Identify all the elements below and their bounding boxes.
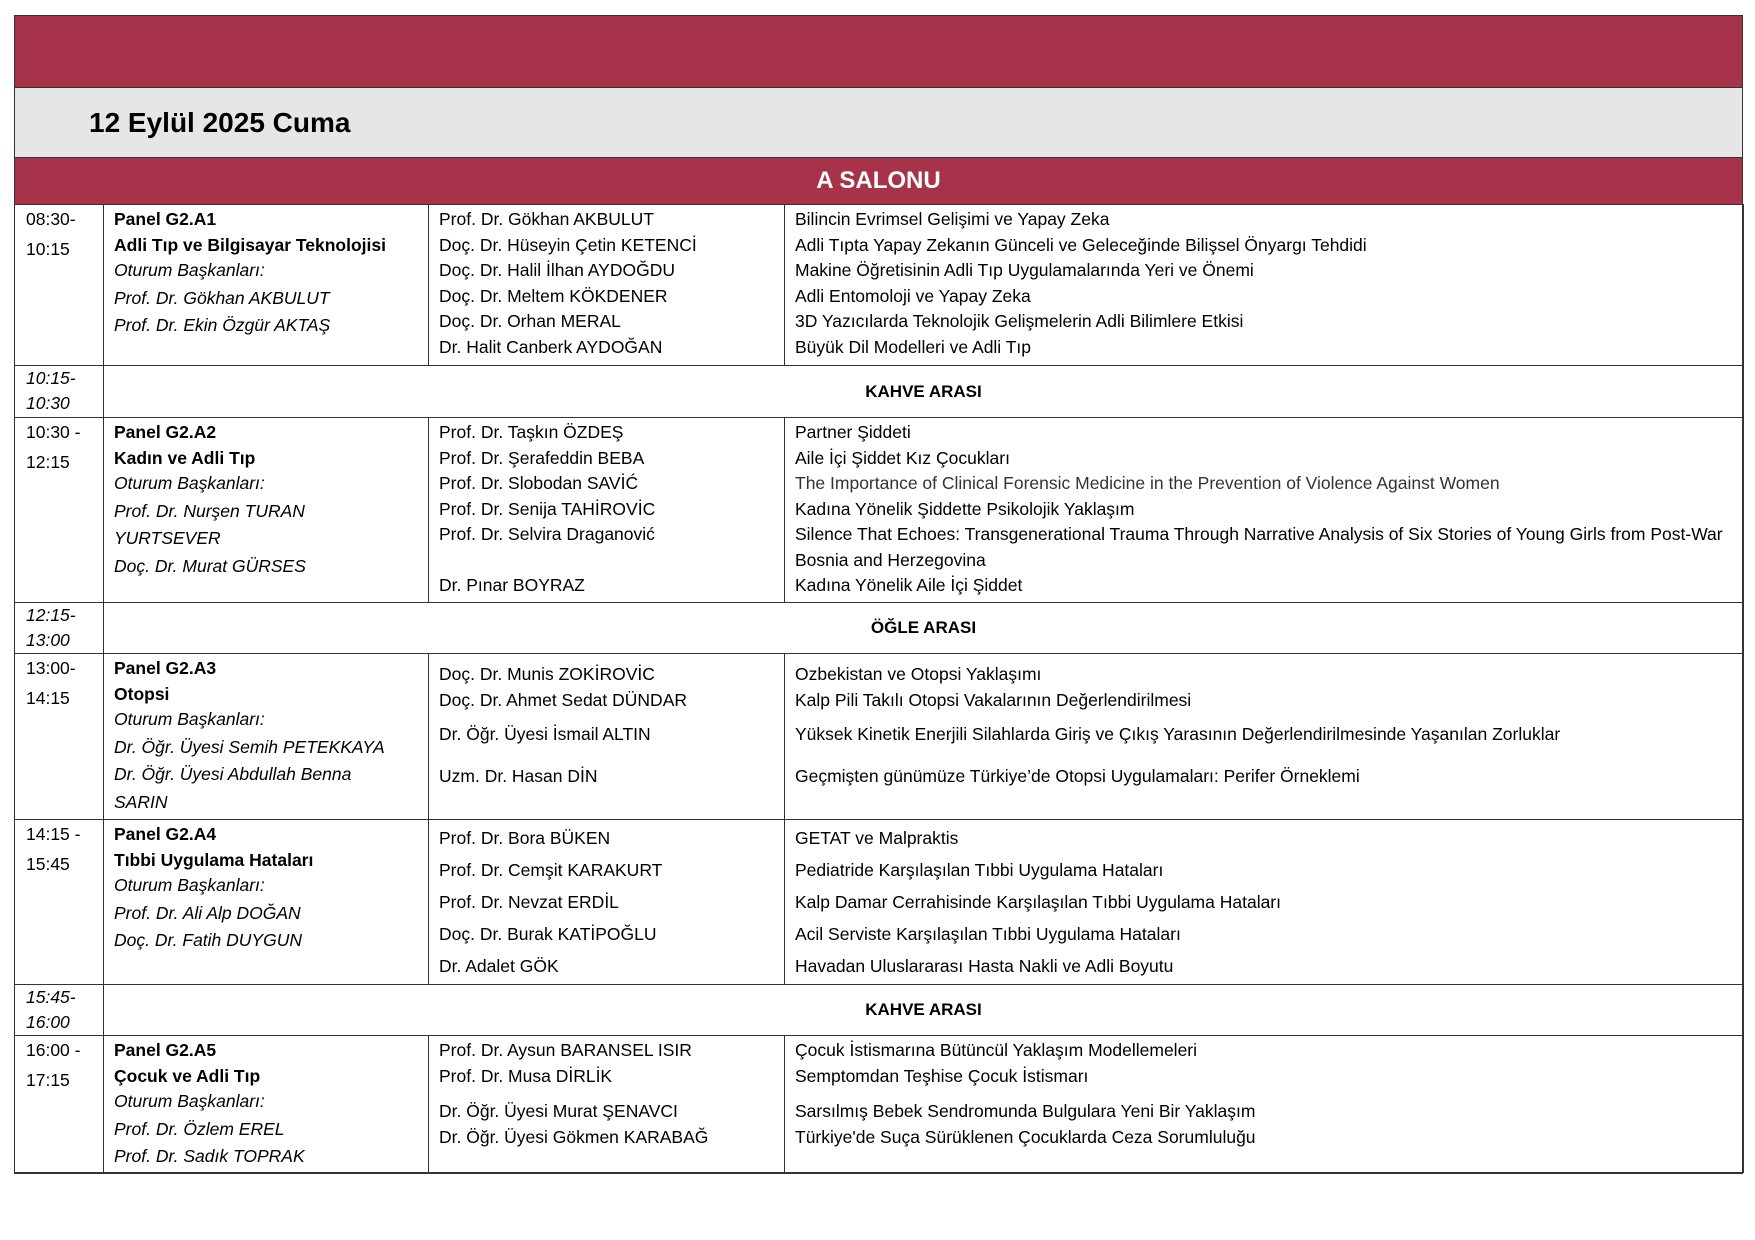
panel-info — [104, 654, 429, 820]
speaker: Dr. Halit Canberk AYDOĞAN — [439, 336, 663, 357]
talk-title: Türkiye'de Suça Sürüklenen Çocuklarda Ceza Sorumluluğu — [795, 1126, 1256, 1147]
talks-cell — [785, 1036, 1744, 1173]
panel-title: Otopsi — [114, 683, 170, 704]
talks-cell — [785, 205, 1744, 366]
speaker: Doç. Dr. Halil İlhan AYDOĞDU — [439, 260, 675, 280]
break-time: 15:45- 16:00 — [15, 985, 104, 1036]
chair: Doç. Dr. Fatih DUYGUN — [114, 930, 302, 950]
talks-cell — [785, 820, 1744, 985]
chair: Prof. Dr. Sadık TOPRAK — [114, 1146, 305, 1166]
chairs-label: Oturum Başkanları: — [114, 473, 265, 493]
talk-title: 3D Yazıcılarda Teknolojik Gelişmelerin Adli Bilimlere Etkisi — [795, 311, 1244, 331]
speakers-cell — [429, 1036, 785, 1173]
speaker: Dr. Öğr. Üyesi Gökmen KARABAĞ — [439, 1126, 709, 1147]
speaker: Dr. Adalet GÖK — [439, 956, 559, 976]
speaker: Prof. Dr. Nevzat ERDİL — [439, 892, 619, 912]
speaker: Prof. Dr. Bora BÜKEN — [439, 828, 611, 848]
talk-title: The Importance of Clinical Forensic Medicine in the Prevention of Violence Against Women — [795, 473, 1500, 493]
talk-title: Partner Şiddeti — [795, 422, 911, 442]
chair: Prof. Dr. Nurşen TURAN — [114, 500, 305, 521]
talk-title: Kalp Damar Cerrahisinde Karşılaşılan Tıbbi Uygulama Hataları — [795, 892, 1282, 912]
speaker: Prof. Dr. Gökhan AKBULUT — [439, 209, 654, 229]
speaker: Doç. Dr. Hüseyin Çetin KETENCİ — [439, 234, 697, 255]
chairs-label: Oturum Başkanları: — [114, 875, 265, 895]
panel-title: Çocuk ve Adli Tıp — [114, 1065, 261, 1086]
chair: Prof. Dr. Özlem EREL — [114, 1118, 285, 1139]
talk-title: Büyük Dil Modelleri ve Adli Tıp — [795, 336, 1032, 357]
date-band — [15, 88, 1742, 158]
talk-title: Yüksek Kinetik Enerjili Silahlarda Giriş ve Çıkış Yarasının Değerlendirilmesinde Yaşanılan Zorluklar — [795, 724, 1561, 744]
break-time: 10:15- 10:30 — [15, 366, 104, 418]
session-row — [15, 654, 1744, 820]
panel-id: Panel G2.A1 — [114, 209, 217, 229]
speaker: Doç. Dr. Orhan MERAL — [439, 311, 621, 331]
talk-title: Semptomdan Teşhise Çocuk İstismarı — [795, 1065, 1089, 1086]
panel-info — [104, 418, 429, 603]
speakers-cell — [429, 418, 785, 603]
speakers-cell — [429, 654, 785, 820]
talk-title: Kadına Yönelik Şiddette Psikolojik Yaklaşım — [795, 498, 1135, 519]
talks-cell — [785, 654, 1744, 820]
session-time: 10:30 - 12:15 — [15, 418, 104, 603]
session-time: 14:15 - 15:45 — [15, 820, 104, 985]
chair: YURTSEVER — [114, 528, 221, 548]
header-band — [15, 16, 1742, 88]
speaker: Doç. Dr. Ahmet Sedat DÜNDAR — [439, 689, 687, 710]
panel-id: Panel G2.A4 — [114, 824, 217, 844]
panel-id: Panel G2.A3 — [114, 658, 217, 678]
session-time: 08:30- 10:15 — [15, 205, 104, 366]
page-title: 12 Eylül 2025 Cuma — [89, 106, 351, 138]
talks-cell — [785, 418, 1744, 603]
talk-title: Makine Öğretisinin Adli Tıp Uygulamalarında Yeri ve Önemi — [795, 260, 1254, 280]
talk-title: Kalp Pili Takılı Otopsi Vakalarının Değerlendirilmesi — [795, 689, 1192, 710]
panel-title: Adli Tıp ve Bilgisayar Teknolojisi — [114, 234, 386, 255]
talk-title: Adli Tıpta Yapay Zekanın Günceli ve Geleceğinde Bilişsel Önyargı Tehdidi — [795, 234, 1367, 255]
chairs-label: Oturum Başkanları: — [114, 709, 265, 729]
panel-id: Panel G2.A5 — [114, 1040, 217, 1060]
panel-id: Panel G2.A2 — [114, 422, 217, 442]
talk-title: Aile İçi Şiddet Kız Çocukları — [795, 447, 1010, 468]
chair: Dr. Öğr. Üyesi Abdullah Benna — [114, 764, 352, 784]
talk-title: Çocuk İstismarına Bütüncül Yaklaşım Modellemeleri — [795, 1040, 1198, 1060]
chairs-label: Oturum Başkanları: — [114, 1091, 265, 1111]
speaker: Dr. Öğr. Üyesi Murat ŞENAVCI — [439, 1101, 678, 1121]
speaker: Prof. Dr. Musa DİRLİK — [439, 1065, 613, 1086]
salon-title: A SALONU — [816, 167, 941, 194]
break-row — [15, 603, 1744, 654]
panel-info — [104, 1036, 429, 1173]
session-row — [15, 418, 1744, 603]
panel-title: Kadın ve Adli Tıp — [114, 447, 256, 468]
talk-title: Kadına Yönelik Aile İçi Şiddet — [795, 575, 1023, 595]
chair: Dr. Öğr. Üyesi Semih PETEKKAYA — [114, 736, 385, 757]
talk-title: Ozbekistan ve Otopsi Yaklaşımı — [795, 664, 1042, 684]
talk-title: Acil Serviste Karşılaşılan Tıbbi Uygulama Hataları — [795, 924, 1181, 944]
break-label: ÖĞLE ARASI — [104, 603, 1744, 654]
salon-band — [15, 158, 1742, 204]
session-time: 16:00 - 17:15 — [15, 1036, 104, 1173]
talk-title: Adli Entomoloji ve Yapay Zeka — [795, 285, 1031, 306]
talk-title: Pediatride Karşılaşılan Tıbbi Uygulama Hataları — [795, 860, 1164, 880]
chair: Doç. Dr. Murat GÜRSES — [114, 555, 306, 576]
talk-title: Geçmişten günümüze Türkiye’de Otopsi Uygulamaları: Perifer Örneklemi — [795, 766, 1360, 786]
panel-title: Tıbbi Uygulama Hataları — [114, 849, 314, 870]
break-label: KAHVE ARASI — [104, 366, 1744, 418]
speakers-cell — [429, 205, 785, 366]
speaker: Doç. Dr. Meltem KÖKDENER — [439, 285, 668, 306]
session-row — [15, 1036, 1744, 1173]
chair: Prof. Dr. Ali Alp DOĞAN — [114, 902, 301, 923]
talk-title: Bilincin Evrimsel Gelişimi ve Yapay Zeka — [795, 209, 1110, 229]
speakers-cell — [429, 820, 785, 985]
chair: Prof. Dr. Gökhan AKBULUT — [114, 287, 330, 308]
talk-title: Sarsılmış Bebek Sendromunda Bulgulara Yeni Bir Yaklaşım — [795, 1101, 1256, 1121]
talk-title: GETAT ve Malpraktis — [795, 828, 959, 848]
speaker: Prof. Dr. Selvira Draganović — [439, 524, 655, 544]
speaker: Prof. Dr. Taşkın ÖZDEŞ — [439, 422, 624, 442]
session-row — [15, 205, 1744, 366]
speaker: Dr. Öğr. Üyesi İsmail ALTIN — [439, 724, 651, 744]
break-time: 12:15- 13:00 — [15, 603, 104, 654]
speaker: Doç. Dr. Burak KATİPOĞLU — [439, 924, 657, 944]
speaker: Prof. Dr. Cemşit KARAKURT — [439, 860, 663, 880]
panel-info — [104, 205, 429, 366]
break-row — [15, 366, 1744, 418]
panel-info — [104, 820, 429, 985]
talk-title: Silence That Echoes: Transgenerational Trauma Through Narrative Analysis of Six Stories of Young Girls from Post-War Bosnia and Herzegovina — [795, 524, 1723, 570]
speaker: Dr. Pınar BOYRAZ — [439, 574, 585, 595]
speaker: Prof. Dr. Senija TAHİROVİC — [439, 498, 656, 519]
session-time: 13:00- 14:15 — [15, 654, 104, 820]
program-frame — [14, 15, 1743, 1174]
speaker: Prof. Dr. Slobodan SAVİĆ — [439, 473, 639, 493]
speaker: Prof. Dr. Şerafeddin BEBA — [439, 447, 645, 468]
talk-title: Havadan Uluslararası Hasta Nakli ve Adli Boyutu — [795, 956, 1174, 976]
break-label: KAHVE ARASI — [104, 985, 1744, 1036]
chair: Prof. Dr. Ekin Özgür AKTAŞ — [114, 315, 331, 335]
speaker: Prof. Dr. Aysun BARANSEL ISIR — [439, 1040, 692, 1060]
chairs-label: Oturum Başkanları: — [114, 260, 265, 280]
chair: SARIN — [114, 791, 168, 812]
speaker: Doç. Dr. Munis ZOKİROVİC — [439, 664, 655, 684]
break-row — [15, 985, 1744, 1036]
schedule-table — [14, 204, 1744, 1173]
speaker: Uzm. Dr. Hasan DİN — [439, 766, 598, 786]
session-row — [15, 820, 1744, 985]
